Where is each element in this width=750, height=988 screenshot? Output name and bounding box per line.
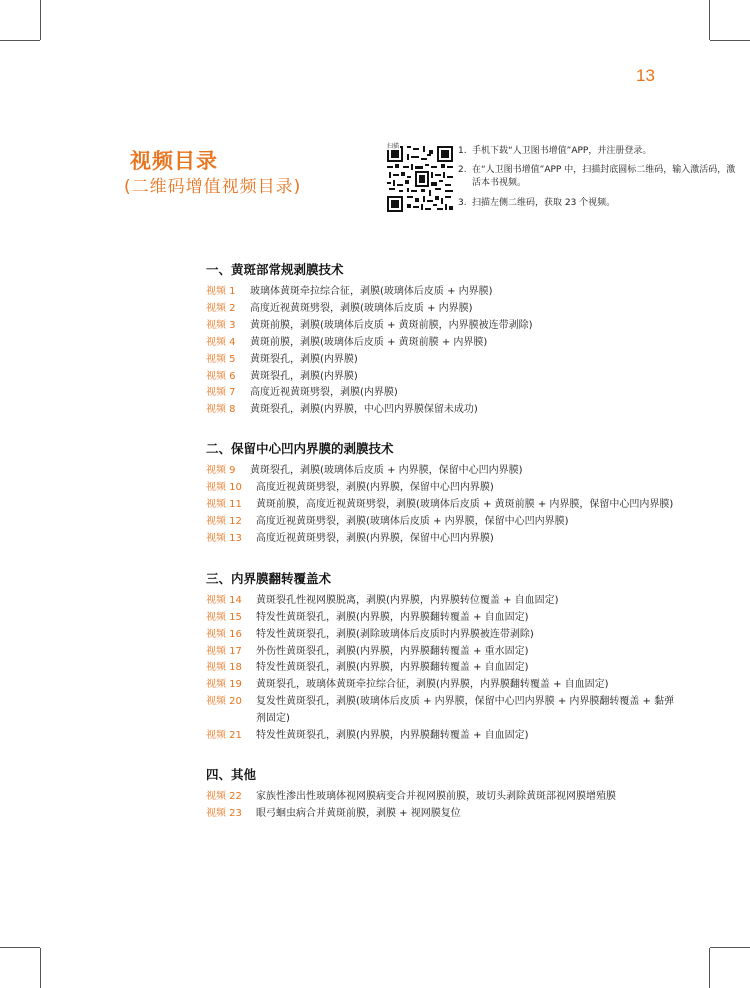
video-item[interactable] [206,677,676,694]
video-description: 高度近视黄斑劈裂，剥膜(内界膜，保留中心凹内界膜) [256,532,494,544]
video-description: 高度近视黄斑劈裂，剥膜(内界膜，保留中心凹内界膜) [256,482,494,494]
instruction-number: 3. [458,197,467,208]
video-item[interactable] [206,514,676,531]
video-item[interactable] [206,301,676,318]
instruction-number: 2. [458,165,467,176]
section-3 [206,569,676,745]
video-description: 特发性黄斑裂孔，剥膜(内界膜，内界膜翻转覆盖 + 自血固定) [256,662,529,674]
video-description: 高度近视黄斑劈裂，剥膜(玻璃体后皮质 + 内界膜，保留中心凹内界膜) [256,515,569,527]
video-item[interactable] [206,480,676,497]
video-item[interactable] [206,284,676,301]
video-item[interactable] [206,385,676,402]
video-item[interactable] [206,694,676,728]
video-item[interactable] [206,318,676,335]
section-heading: 四、其他 [206,766,257,782]
crop-mark [0,40,40,41]
video-description: 家族性渗出性玻璃体视网膜病变合并视网膜前膜，玻切头剥除黄斑部视网膜增殖膜 [256,790,616,802]
video-label: 视频 17 [206,645,242,657]
instruction-number: 1. [458,146,467,156]
video-item[interactable] [206,531,676,548]
section-2 [206,439,676,548]
page-title: 视频目录 [130,149,218,173]
video-label: 视频 10 [206,482,242,494]
video-description: 黄斑前膜，剥膜(玻璃体后皮质 + 黄斑前膜，内界膜被连带剥除) [250,319,533,331]
video-label: 视频 4 [206,336,236,348]
video-item[interactable] [206,660,676,677]
video-label: 视频 11 [206,499,242,511]
video-item[interactable] [206,463,676,480]
video-label: 视频 14 [206,594,242,606]
video-item[interactable] [206,610,676,627]
video-label: 视频 6 [206,370,236,382]
video-item[interactable] [206,369,676,386]
section-heading: 二、保留中心凹内界膜的剥膜技术 [206,441,394,457]
section-4 [206,765,676,823]
video-label: 视频 22 [206,790,242,802]
video-description: 黄斑前膜，剥膜(玻璃体后皮质 + 黄斑前膜 + 内界膜) [250,336,488,348]
video-description: 特发性黄斑裂孔，剥膜(剥除玻璃体后皮质时内界膜被连带剥除) [256,628,534,640]
video-description: 玻璃体黄斑牵拉综合征，剥膜(玻璃体后皮质 + 内界膜) [250,286,493,297]
video-label: 视频 23 [206,807,242,819]
section-heading: 三、内界膜翻转覆盖术 [206,570,332,586]
crop-mark [710,40,750,41]
video-label: 视频 3 [206,319,236,331]
instruction-item [458,197,738,210]
video-description: 黄斑裂孔，剥膜(内界膜) [250,370,358,382]
video-label: 视频 8 [206,404,236,416]
video-label: 视频 13 [206,532,242,544]
video-description: 黄斑裂孔，剥膜(玻璃体后皮质 + 内界膜，保留中心凹内界膜) [250,465,523,477]
video-description: 黄斑裂孔，剥膜(内界膜) [250,353,358,365]
instruction-item [458,164,738,190]
video-item[interactable] [206,789,676,806]
video-description: 黄斑前膜，高度近视黄斑劈裂，剥膜(玻璃体后皮质 + 黄斑前膜 + 内界膜，保留中心凹内界膜) [256,499,674,511]
video-item[interactable] [206,497,676,514]
video-label: 视频 21 [206,730,242,742]
video-description: 特发性黄斑裂孔，剥膜(内界膜，内界膜翻转覆盖 + 自血固定) [256,611,529,623]
video-item[interactable] [206,627,676,644]
video-label: 视频 7 [206,387,236,399]
video-description: 黄斑裂孔，剥膜(内界膜，中心凹内界膜保留未成功) [250,404,478,416]
video-description: 外伤性黄斑裂孔，剥膜(内界膜，内界膜翻转覆盖 + 重水固定) [256,645,529,657]
video-description: 眼弓蛔虫病合并黄斑前膜，剥膜 + 视网膜复位 [256,807,461,819]
video-label: 视频 1 [206,286,236,297]
crop-mark [0,947,40,948]
instructions [458,145,738,216]
crop-mark [709,948,710,988]
crop-mark [40,948,41,988]
video-item[interactable] [206,402,676,419]
instruction-text: 手机下载“人卫图书增值”APP，并注册登录。 [472,146,652,156]
video-description: 高度近视黄斑劈裂，剥膜(内界膜) [250,387,398,399]
video-description: 高度近视黄斑劈裂，剥膜(玻璃体后皮质 + 内界膜) [250,302,473,314]
page-subtitle: (二维码增值视频目录) [124,177,302,197]
video-label: 视频 2 [206,302,236,314]
video-label: 视频 19 [206,679,242,691]
crop-mark [40,0,41,40]
video-description: 复发性黄斑裂孔，剥膜(玻璃体后皮质 + 内界膜，保留中心凹内界膜 + 内界膜翻转覆盖 + 黏弹剂固定) [256,696,675,725]
crop-mark [710,947,750,948]
video-label: 视频 15 [206,611,242,623]
instruction-text: 扫描左侧二维码，获取 23 个视频。 [472,197,616,208]
video-description: 黄斑裂孔性视网膜脱离，剥膜(内界膜，内界膜转位覆盖 + 自血固定) [256,594,559,606]
page-number: 13 [636,66,655,85]
video-label: 视频 5 [206,353,236,365]
instruction-item [458,145,738,158]
video-item[interactable] [206,644,676,661]
section-heading: 一、黄斑部常规剥膜技术 [206,262,344,277]
video-description: 特发性黄斑裂孔，剥膜(内界膜，内界膜翻转覆盖 + 自血固定) [256,730,529,742]
video-contents [206,260,676,843]
crop-mark [709,0,710,40]
video-description: 黄斑裂孔，玻璃体黄斑牵拉综合征，剥膜(内界膜，内界膜翻转覆盖 + 自血固定) [256,679,609,691]
video-item[interactable] [206,806,676,823]
video-item[interactable] [206,593,676,610]
video-item[interactable] [206,352,676,369]
qr-code-icon[interactable] [385,142,455,214]
video-label: 视频 20 [206,696,242,708]
instruction-text: 在“人卫图书增值”APP 中，扫描封底圆标二维码，输入激活码，激活本书视频。 [472,165,736,189]
video-label: 视频 18 [206,662,242,674]
video-label: 视频 12 [206,515,242,527]
video-item[interactable] [206,335,676,352]
video-label: 视频 16 [206,628,242,640]
video-label: 视频 9 [206,465,236,477]
qr-label: 扫描 [387,143,400,150]
video-item[interactable] [206,728,676,745]
section-1 [206,260,676,419]
